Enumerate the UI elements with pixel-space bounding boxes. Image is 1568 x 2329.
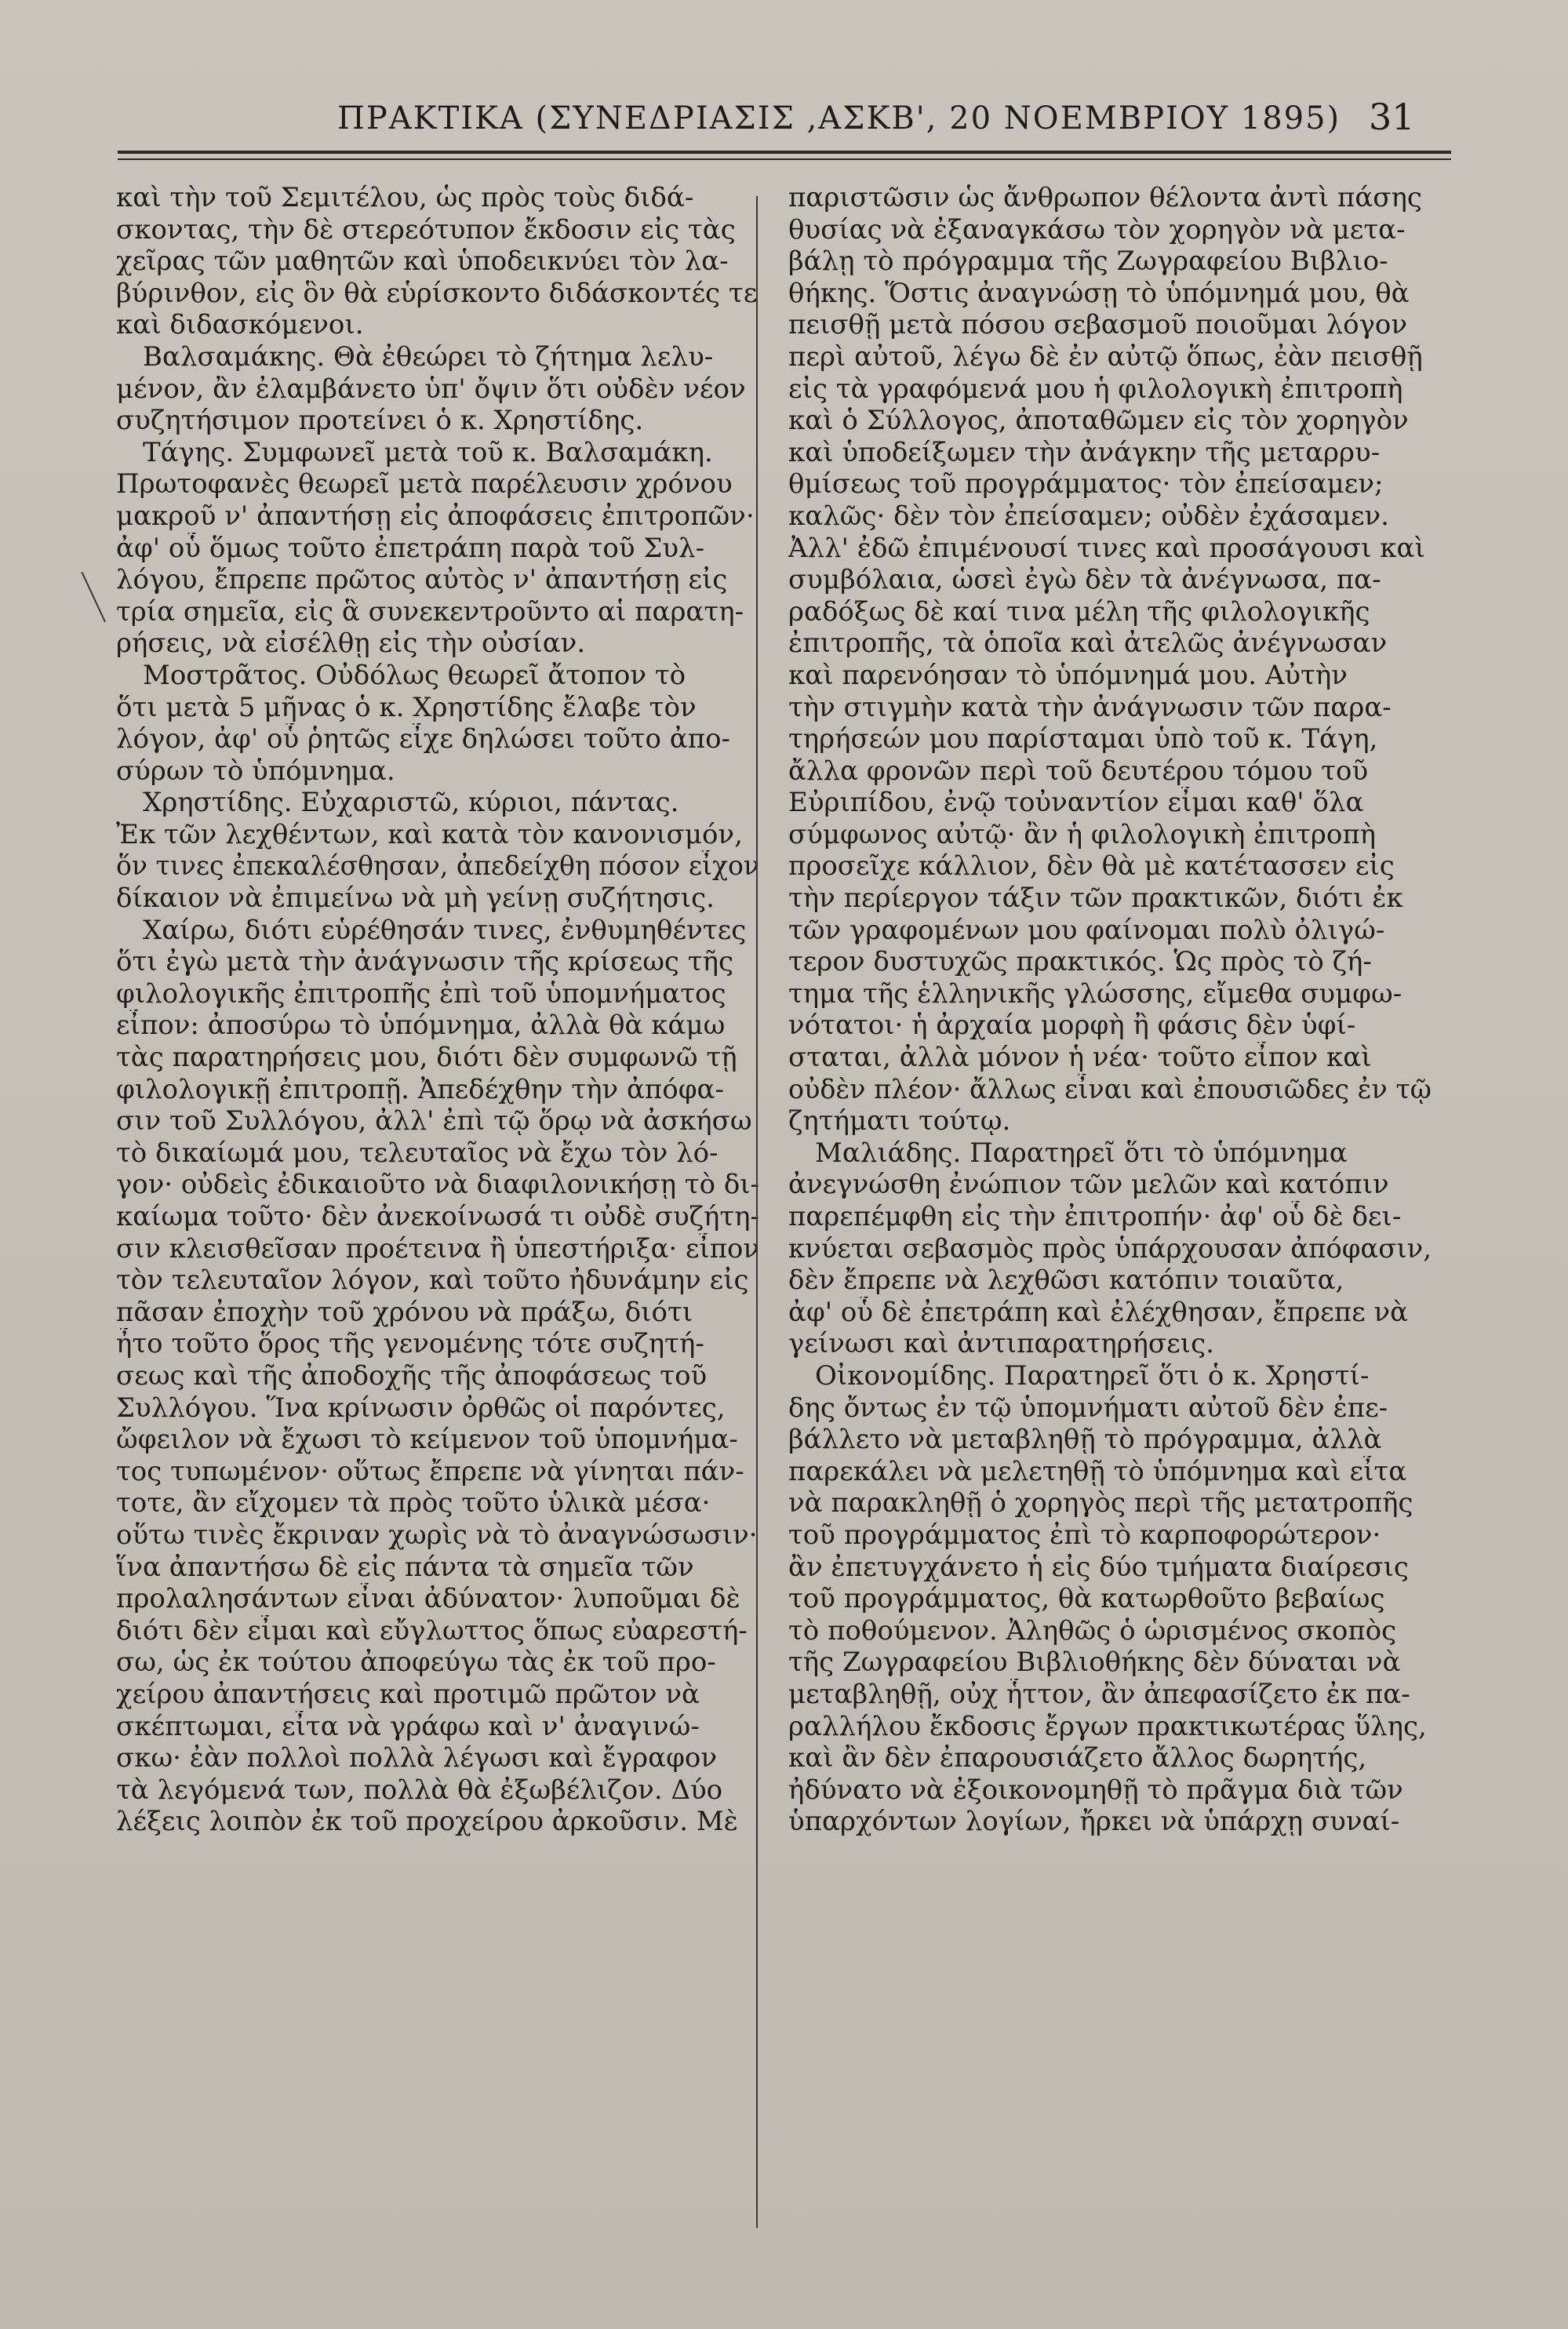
text-line: εἰς τὰ γραφόμενά μου ἡ φιλολογικὴ ἐπιτροπὴ bbox=[788, 373, 1403, 405]
text-line: τὰς παρατηρήσεις μου, διότι δὲν συμφωνῶ τῇ bbox=[116, 1042, 737, 1074]
text-line: τῶν γραφομένων μου φαίνομαι πολὺ ὀλιγώ- bbox=[788, 914, 1385, 946]
text-line: βάλλετο νὰ μεταβληθῇ τὸ πρόγραμμα, ἀλλὰ bbox=[788, 1424, 1382, 1456]
text-line: καλῶς· δὲν τὸν ἐπείσαμεν; οὐδὲν ἐχάσαμεν. bbox=[788, 500, 1389, 532]
text-line: συμβόλαια, ὡσεὶ ἐγὼ δὲν τὰ ἀνέγνωσα, πα- bbox=[788, 564, 1381, 596]
text-line: θυσίας νὰ ἐξαναγκάσω τὸν χορηγὸν νὰ μετα- bbox=[788, 213, 1406, 246]
text-line: βύρινθον, εἰς ὃν θὰ εὑρίσκοντο διδάσκοντές τε bbox=[116, 277, 758, 309]
text-line: τρία σημεῖα, εἰς ἃ συνεκεντροῦντο αἱ παρατη- bbox=[116, 595, 744, 628]
text-line: γον· οὐδεὶς ἐδικαιοῦτο νὰ διαφιλονικήσῃ τὸ δι- bbox=[116, 1169, 759, 1201]
text-line: σκοντας, τὴν δὲ στερεότυπον ἔκδοσιν εἰς τὰς bbox=[116, 213, 736, 246]
text-line: παρεπέμφθη εἰς τὴν ἐπιτροπήν· ἀφ' οὗ δὲ δει- bbox=[788, 1201, 1402, 1232]
text-line: καὶ τὴν τοῦ Σεμιτέλου, ὡς πρὸς τοὺς διδά- bbox=[116, 182, 694, 213]
text-line: λέξεις λοιπὸν ἐκ τοῦ προχείρου ἀρκοῦσιν. Μὲ bbox=[116, 1806, 738, 1838]
text-line: παριστῶσιν ὡς ἄνθρωπον θέλοντα ἀντὶ πάσης bbox=[788, 182, 1422, 213]
text-line: σεως καὶ τῆς ἀποδοχῆς τῆς ἀποφάσεως τοῦ bbox=[116, 1359, 708, 1392]
text-line: διότι δὲν εἶμαι καὶ εὔγλωττος ὅπως εὐαρεστή- bbox=[116, 1614, 748, 1647]
header-rule-thick bbox=[118, 151, 1451, 154]
text-line: ἵνα ἀπαντήσω δὲ εἰς πάντα τὰ σημεῖα τῶν bbox=[116, 1551, 694, 1583]
text-line: μεταβληθῇ, οὐχ ἧττον, ἂν ἀπεφασίζετο ἐκ πα- bbox=[788, 1678, 1410, 1710]
text-line: πεισθῇ μετὰ πόσου σεβασμοῦ ποιοῦμαι λόγον bbox=[788, 309, 1408, 341]
text-line: σκω· ἐὰν πολλοὶ πολλὰ λέγωσι καὶ ἔγραφον bbox=[116, 1742, 718, 1774]
margin-mark bbox=[82, 570, 111, 623]
text-line: ραδόξως δὲ καί τινα μέλη τῆς φιλολογικῆς bbox=[788, 595, 1370, 628]
text-line: μένον, ἂν ἐλαμβάνετο ὑπ' ὄψιν ὅτι οὐδὲν νέον bbox=[116, 373, 746, 405]
text-line: τοῦ προγράμματος, θὰ κατωρθοῦτο βεβαίως bbox=[788, 1583, 1385, 1615]
left-column bbox=[116, 182, 759, 1838]
text-line: ζητήματι τούτῳ. bbox=[788, 1105, 1011, 1137]
text-line: Βαλσαμάκης. Θὰ ἐθεώρει τὸ ζήτημα λελυ- bbox=[143, 340, 714, 373]
text-line: θμίσεως τοῦ προγράμματος· τὸν ἐπείσαμεν; bbox=[788, 468, 1384, 500]
text-line: Ἀλλ' ἐδῶ ἐπιμένουσί τινες καὶ προσάγουσι καὶ bbox=[788, 532, 1425, 564]
text-line: ρήσεις, νὰ εἰσέλθῃ εἰς τὴν οὐσίαν. bbox=[116, 628, 586, 660]
text-line: χεῖρας τῶν μαθητῶν καὶ ὑποδεικνύει τὸν λα- bbox=[116, 246, 729, 278]
header-rule-thin bbox=[118, 158, 1451, 160]
text-line: συζητήσιμον προτείνει ὁ κ. Χρηστίδης. bbox=[116, 405, 644, 437]
text-line: τὸν τελευταῖον λόγον, καὶ τοῦτο ἠδυνάμην εἰς bbox=[116, 1265, 749, 1297]
text-line: ἀνεγνώσθη ἐνώπιον τῶν μελῶν καὶ κατόπιν bbox=[788, 1169, 1389, 1201]
text-line: Οἰκονομίδης. Παρατηρεῖ ὅτι ὁ κ. Χρηστί- bbox=[815, 1359, 1370, 1392]
text-line: φιλολογικῆς ἐπιτροπῆς ἐπὶ τοῦ ὑπομνήματος bbox=[116, 977, 726, 1010]
text-line: ἠδύνατο νὰ ἐξοικονομηθῇ τὸ πρᾶγμα διὰ τῶν bbox=[788, 1774, 1403, 1806]
text-line: τος τυπωμένον· οὕτως ἔπρεπε νὰ γίνηται πάν- bbox=[116, 1455, 744, 1487]
text-line: ὅτι μετὰ 5 μῆνας ὁ κ. Χρηστίδης ἔλαβε τὸν bbox=[116, 691, 697, 723]
text-line: Ἐκ τῶν λεχθέντων, καὶ κατὰ τὸν κανονισμόν, bbox=[116, 818, 743, 850]
text-line: τοῦ προγράμματος ἐπὶ τὸ καρποφορώτερον· bbox=[788, 1519, 1381, 1551]
text-line: καὶ ὁ Σύλλογος, ἀποταθῶμεν εἰς τὸν χορηγὸν bbox=[788, 405, 1409, 437]
text-line: ὑπαρχόντων λογίων, ἤρκει νὰ ὑπάρχῃ συναί- bbox=[788, 1806, 1400, 1838]
text-line: Συλλόγου. Ἵνα κρίνωσιν ὀρθῶς οἱ παρόντες, bbox=[116, 1392, 726, 1424]
text-line: περὶ αὐτοῦ, λέγω δὲ ἐν αὐτῷ ὅπως, ἐὰν πεισθῇ bbox=[788, 340, 1423, 373]
text-line: τὸ ποθούμενον. Ἀληθῶς ὁ ὡρισμένος σκοπὸς bbox=[788, 1614, 1397, 1647]
text-line: ὅν τινες ἐπεκαλέσθησαν, ἀπεδείχθη πόσον εἶχον bbox=[116, 850, 759, 882]
text-line: νὰ παρακληθῇ ὁ χορηγὸς περὶ τῆς μετατροπῆς bbox=[788, 1487, 1413, 1519]
text-line: νότατοι· ἡ ἀρχαία μορφὴ ἢ φάσις δὲν ὑφί- bbox=[788, 1010, 1356, 1042]
text-line: δίκαιον νὰ ἐπιμείνω νὰ μὴ γείνῃ συζήτησις. bbox=[116, 882, 715, 915]
right-column bbox=[788, 182, 1432, 1838]
text-line: προσεῖχε κάλλιον, δὲν θὰ μὲ κατέτασσεν εἰς bbox=[788, 850, 1395, 882]
page-number: 31 bbox=[1369, 96, 1415, 138]
text-line: ἂν ἐπετυγχάνετο ἡ εἰς δύο τμήματα διαίρεσις bbox=[788, 1551, 1409, 1583]
text-line: τερον δυστυχῶς πρακτικός. Ὡς πρὸς τὸ ζή- bbox=[788, 946, 1372, 978]
text-line: καίωμα τοῦτο· δὲν ἀνεκοίνωσά τι οὐδὲ συζήτη- bbox=[116, 1201, 759, 1232]
text-line: εἶπον: ἀποσύρω τὸ ὑπόμνημα, ἀλλὰ θὰ κάμω bbox=[116, 1010, 726, 1042]
text-line: Εὐριπίδου, ἐνῷ τοὐναντίον εἶμαι καθ' ὅλα bbox=[788, 787, 1364, 819]
text-line: τὰ λεγόμενά των, πολλὰ θὰ ἐξωβέλιζον. Δύο bbox=[116, 1774, 723, 1806]
text-line: οὕτω τινὲς ἔκριναν χωρὶς νὰ τὸ ἀναγνώσωσιν· bbox=[116, 1519, 758, 1551]
text-line: φιλολογικῇ ἐπιτροπῇ. Ἀπεδέχθην τὴν ἀπόφα- bbox=[116, 1073, 724, 1105]
text-line: σταται, ἀλλὰ μόνον ἡ νέα· τοῦτο εἶπον καὶ bbox=[788, 1042, 1372, 1074]
text-line: δὲν ἔπρεπε νὰ λεχθῶσι κατόπιν τοιαῦτα, bbox=[788, 1265, 1344, 1297]
text-line: καὶ ἂν δὲν ἐπαρουσιάζετο ἄλλος δωρητής, bbox=[788, 1742, 1367, 1774]
text-line: τηρήσεών μου παρίσταμαι ὑπὸ τοῦ κ. Τάγη, bbox=[788, 723, 1378, 755]
text-line: τῆς Ζωγραφείου Βιβλιοθήκης δὲν δύναται νὰ bbox=[788, 1647, 1401, 1679]
text-line: καὶ ὑποδείξωμεν τὴν ἀνάγκην τῆς μεταρρυ- bbox=[788, 436, 1381, 468]
text-line: χείρου ἀπαντήσεις καὶ προτιμῶ πρῶτον νὰ bbox=[116, 1678, 700, 1710]
text-line: καὶ διδασκόμενοι. bbox=[116, 309, 364, 341]
text-line: Μαλιάδης. Παρατηρεῖ ὅτι τὸ ὑπόμνημα bbox=[815, 1137, 1348, 1169]
text-line: γείνωσι καὶ ἀντιπαρατηρήσεις. bbox=[788, 1328, 1214, 1360]
text-line: σκέπτωμαι, εἶτα νὰ γράφω καὶ ν' ἀναγινώ- bbox=[116, 1710, 700, 1742]
text-line: παρεκάλει νὰ μελετηθῇ τὸ ὑπόμνημα καὶ εἶτα bbox=[788, 1455, 1407, 1487]
text-line: λόγον, ἀφ' οὗ ῥητῶς εἶχε δηλώσει τοῦτο ἀπο- bbox=[116, 723, 731, 755]
text-line: κνύεται σεβασμὸς πρὸς ὑπάρχουσαν ἀπόφασιν, bbox=[788, 1232, 1432, 1265]
text-line: σω, ὡς ἐκ τούτου ἀποφεύγω τὰς ἐκ τοῦ προ- bbox=[116, 1647, 716, 1679]
text-line: σιν τοῦ Συλλόγου, ἀλλ' ἐπὶ τῷ ὅρῳ νὰ ἀσκήσω bbox=[116, 1105, 752, 1137]
text-line: πᾶσαν ἐποχὴν τοῦ χρόνου νὰ πράξω, διότι bbox=[116, 1296, 693, 1328]
text-line: λόγου, ἔπρεπε πρῶτος αὐτὸς ν' ἀπαντήσῃ εἰς bbox=[116, 564, 728, 596]
text-line: Μοστρᾶτος. Οὐδόλως θεωρεῖ ἄτοπον τὸ bbox=[143, 659, 686, 691]
text-line: Τάγης. Συμφωνεῖ μετὰ τοῦ κ. Βαλσαμάκη. bbox=[143, 436, 713, 468]
text-line: ἐπιτροπῆς, τὰ ὁποῖα καὶ ἀτελῶς ἀνέγνωσαν bbox=[788, 628, 1388, 660]
text-line: βάλῃ τὸ πρόγραμμα τῆς Ζωγραφείου Βιβλιο- bbox=[788, 246, 1388, 278]
text-line: μακροῦ ν' ἀπαντήσῃ εἰς ἀποφάσεις ἐπιτροπῶν· bbox=[116, 500, 755, 532]
text-line: σύρων τὸ ὑπόμνημα. bbox=[116, 755, 395, 787]
text-line: καὶ παρενόησαν τὸ ὑπόμνημά μου. Αὐτὴν bbox=[788, 659, 1348, 691]
text-line: ἄλλα φρονῶν περὶ τοῦ δευτέρου τόμου τοῦ bbox=[788, 755, 1369, 787]
text-line: Χρηστίδης. Εὐχαριστῶ, κύριοι, πάντας. bbox=[143, 787, 679, 819]
text-line: ὅτι ἐγὼ μετὰ τὴν ἀνάγνωσιν τῆς κρίσεως τῆς bbox=[116, 946, 733, 978]
text-line: προλαλησάντων εἶναι ἀδύνατον· λυποῦμαι δὲ bbox=[116, 1583, 740, 1615]
text-line: σύμφωνος αὐτῷ· ἂν ἡ φιλολογικὴ ἐπιτροπὴ bbox=[788, 818, 1377, 850]
text-line: θήκης. Ὅστις ἀναγνώσῃ τὸ ὑπόμνημά μου, θὰ bbox=[788, 277, 1410, 309]
text-line: δης ὄντως ἐν τῷ ὑπομνήματι αὐτοῦ δὲν ἐπε- bbox=[788, 1392, 1388, 1424]
text-line: τημα τῆς ἑλληνικῆς γλώσσης, εἴμεθα συμφω- bbox=[788, 977, 1402, 1010]
text-line: ἦτο τοῦτο ὅρος τῆς γενομένης τότε συζητή- bbox=[116, 1328, 704, 1360]
text-line: τὸ δικαίωμά μου, τελευταῖος νὰ ἔχω τὸν λό- bbox=[116, 1137, 719, 1169]
text-line: Πρωτοφανὲς θεωρεῖ μετὰ παρέλευσιν χρόνου bbox=[116, 468, 733, 500]
text-line: ὤφειλον νὰ ἔχωσι τὸ κείμενον τοῦ ὑπομνήμα- bbox=[116, 1424, 738, 1456]
text-line: τὴν στιγμὴν κατὰ τὴν ἀνάγνωσιν τῶν παρα- bbox=[788, 691, 1392, 723]
text-line: ἀφ' οὗ δὲ ἐπετράπη καὶ ἐλέχθησαν, ἔπρεπε νὰ bbox=[788, 1296, 1409, 1328]
text-line: οὐδὲν πλέον· ἄλλως εἶναι καὶ ἐπουσιῶδες ἐν τῷ bbox=[788, 1073, 1432, 1105]
text-line: ἀφ' οὗ ὅμως τοῦτο ἐπετράπη παρὰ τοῦ Συλ- bbox=[116, 532, 705, 564]
text-line: τὴν περίεργον τάξιν τῶν πρακτικῶν, διότι ἐκ bbox=[788, 882, 1403, 915]
text-line: ραλλήλου ἔκδοσις ἔργων πρακτικωτέρας ὕλης, bbox=[788, 1710, 1427, 1742]
text-line: τοτε, ἂν εἴχομεν τὰ πρὸς τοῦτο ὑλικὰ μέσα· bbox=[116, 1487, 711, 1519]
text-line: Χαίρω, διότι εὑρέθησάν τινες, ἐνθυμηθέντες bbox=[143, 914, 747, 946]
column-divider bbox=[756, 196, 758, 2228]
text-line: σιν κλεισθεῖσαν προέτεινα ἢ ὑπεστήριξα· εἶπον bbox=[116, 1232, 759, 1265]
running-header: ΠΡΑΚΤΙΚΑ (ΣΥΝΕΔΡΙΑΣΙΣ ,ΑΣΚΒ', 20 ΝΟΕΜΒΡΙΟΥ 1895) bbox=[337, 100, 1341, 136]
